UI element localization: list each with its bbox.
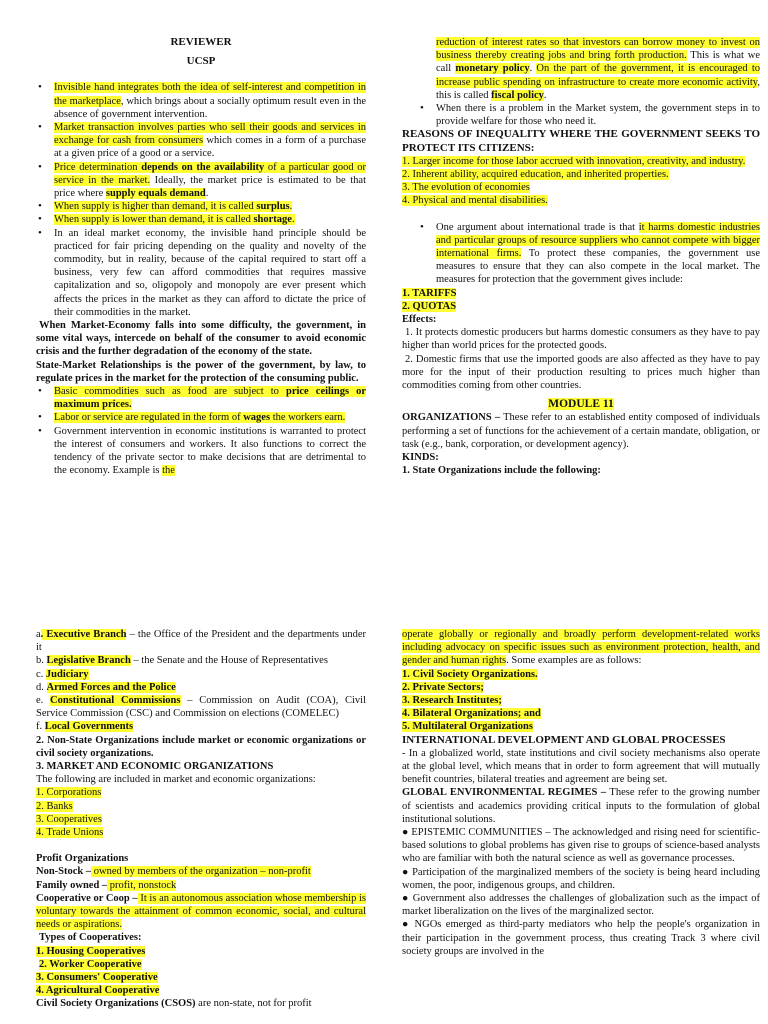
epistemic-communities: ● EPISTEMIC COMMUNITIES – The acknowledged and rising need for scientific-based solutions to global problems has given rise to groups of science-based analysts who are familiar with both the natural science as well as governance processes. <box>402 827 760 865</box>
state-org-item: e. Constitutional Commissions – Commission on Audit (COA), Civil Service Commission (CSC) and Commission on elections (COMELEC) <box>36 695 366 720</box>
state-org-item: c. Judiciary <box>36 668 89 680</box>
list-item: • Government intervention in economic institutions is warranted to protect the interest of consumers and workers. It also functions to correct the tendency of the private sector to make decisions that are detrimental to the economy. Example is the <box>36 425 366 478</box>
coop-type-item: 4. Agricultural Cooperative <box>36 985 160 997</box>
non-stock-item: Non-Stock – owned by members of the organization – non-profit <box>36 866 311 878</box>
organizations-definition: ORGANIZATIONS – These refer to an established entity composed of individuals performing a set of functions for the achievement of a certain mandate, obligation, or task (e.g., bank, corporation, or development agency). <box>402 412 761 450</box>
example-item: 1. Civil Society Organizations. <box>402 668 538 680</box>
example-item: 4. Bilateral Organizations; and <box>402 708 541 720</box>
continued-paragraph: reduction of interest rates so that investors can borrow money to invest on business thereby creating jobs and bring forth production. This is what we call monetary policy. On the part of the government, it is encouraged to increase public spending on infrastructure to create more economic activity, this is called fiscal policy. <box>436 37 761 101</box>
example-item: 5. Multilateral Organizations <box>402 721 533 733</box>
state-org-item: a. Executive Branch – the Office of the President and the departments under it <box>36 629 366 654</box>
list-item: • Invisible hand integrates both the idea of self-interest and competition in the marketplace, which brings about a socially optimum result even in the absence of government intervention. <box>36 81 366 121</box>
cooperative-definition: Cooperative or Coop – It is an autonomous association whose membership is voluntary towards the attainment of common economic, social, and cultural needs or aspirations. <box>36 892 366 931</box>
heading-reasons: REASONS OF INEQUALITY WHERE THE GOVERNMENT SEEKS TO PROTECT ITS CITIZENS: <box>402 128 760 154</box>
reason-item: 2. Inherent ability, acquired education, and inherited properties. <box>402 169 669 181</box>
cso-definition: Civil Society Organizations (CSOS) are non-state, not for profit <box>36 998 312 1010</box>
doc-title: REVIEWER <box>170 36 232 48</box>
state-org-heading: 1. State Organizations include the following: <box>402 465 601 477</box>
column-bottom-left <box>36 628 366 1011</box>
state-org-item: f. Local Governments <box>36 721 134 733</box>
example-item: 2. Private Sectors; <box>402 681 484 693</box>
kinds-label: KINDS: <box>402 452 439 464</box>
example-item: 3. Research Institutes; <box>402 695 502 707</box>
market-org-heading: 3. MARKET AND ECONOMIC ORGANIZATIONS <box>36 761 274 773</box>
bullet-list-market <box>36 81 366 319</box>
coop-type-item: 3. Consumers' Cooperative <box>36 972 158 984</box>
list-item: • When there is a problem in the Market system, the government steps in to provide welfare for those who need it. <box>418 102 760 128</box>
bullet-list-trade <box>402 221 760 287</box>
column-top-right <box>402 36 760 478</box>
ngo-text: ● NGOs emerged as third-party mediators who help the people's organization in their participation in the government process, thus creating Track 3 where civil society groups are involved in the <box>402 919 760 957</box>
non-state-heading: 2. Non-State Organizations include market or economic organizations or civil society organizations. <box>36 734 366 759</box>
module-heading: MODULE 11 <box>548 398 614 411</box>
doc-subtitle: UCSP <box>186 55 216 68</box>
effect-item: 2. Domestic firms that use the imported goods are also affected as they have to pay more for the input of their production resulting to prices much higher than commodities coming from other countries. <box>402 353 760 392</box>
market-org-item: 3. Cooperatives <box>36 813 102 825</box>
coop-type-item: 2. Worker Cooperative <box>39 958 142 970</box>
effect-item: 1. It protects domestic producers but harms domestic consumers as they have to pay higher than world prices for the protected goods. <box>402 327 760 352</box>
types-heading: Types of Cooperatives: <box>39 932 142 944</box>
coop-type-item: 1. Housing Cooperatives <box>36 945 146 957</box>
global-regimes: GLOBAL ENVIRONMENTAL REGIMES – These refer to the growing number of scientists and academics providing critical inputs to the formulation of global institutional solutions. <box>402 787 760 825</box>
paragraph-state-market: State-Market Relationships is the power of the government, by law, to regulate prices in the market for the protection of the consuming public. <box>36 359 366 384</box>
list-item: • When supply is higher than demand, it is called surplus. <box>36 200 366 213</box>
list-item: • Price determination depends on the availability of a particular good or service in the market. Ideally, the market price is estimated to be that price where supply equals demand. <box>36 161 366 201</box>
market-org-item: 1. Corporations <box>36 787 102 799</box>
international-text: - In a globalized world, state institutions and civil society mechanisms also operate at the global level, which means that in order to form agreement that will mutually benefit countries, bilateral treaties and agreement are being set. <box>402 747 760 786</box>
list-item: • Labor or service are regulated in the form of wages the workers earn. <box>36 411 366 424</box>
participation-text: ● Participation of the marginalized members of the society is being heard including women, the poor, indigenous groups, and children. <box>402 866 760 891</box>
state-org-item: b. Legislative Branch – the Senate and the House of Representatives <box>36 655 328 667</box>
list-item: • When supply is lower than demand, it is called shortage. <box>36 213 366 226</box>
bullet-list-regulation <box>36 385 366 477</box>
state-org-item: d. Armed Forces and the Police <box>36 681 176 693</box>
bullet-list-welfare <box>402 102 760 128</box>
column-top-left <box>36 36 366 478</box>
paragraph-market-economy: When Market-Economy falls into some difficulty, the government, in some vital ways, intercede on behalf of the consumer to avoid economic crisis and the further degradation of the economy of the state. <box>36 320 366 358</box>
market-org-text: The following are included in market and economic organizations: <box>36 774 316 786</box>
tariffs-label: 1. TARIFFS <box>402 287 457 299</box>
cso-continued: operate globally or regionally and broadly perform development-related works including advocacy on specific issues such as environment protection, health, and gender and human rights. Some examples are as follows: <box>402 629 760 667</box>
market-org-item: 2. Banks <box>36 800 73 812</box>
reason-item: 4. Physical and mental disabilities. <box>402 195 548 207</box>
reason-item: 1. Larger income for those labor accrued with innovation, creativity, and industry. <box>402 155 746 167</box>
column-bottom-right <box>402 628 760 958</box>
effects-label: Effects: <box>402 314 437 326</box>
list-item: • One argument about international trade is that it harms domestic industries and particular groups of resource suppliers who cannot compete with bigger international firms. To protect these companies, the government use measures to ensure that they can also compete in the local market. The measures for protection that the government gives include: <box>418 221 760 287</box>
market-org-item: 4. Trade Unions <box>36 827 104 839</box>
international-heading: INTERNATIONAL DEVELOPMENT AND GLOBAL PROCESSES <box>402 733 726 746</box>
list-item: • Market transaction involves parties who sell their goods and services in exchange for cash from consumers which comes in a form of a purchase at a given price of a good or a service. <box>36 121 366 161</box>
globalization-text: ● Government also addresses the challenges of globalization such as the impact of market liberalization on the lives of the marginalized sector. <box>402 893 760 918</box>
reason-item: 3. The evolution of economies <box>402 182 530 194</box>
quotas-label: 2. QUOTAS <box>402 300 457 312</box>
profit-heading: Profit Organizations <box>36 853 129 865</box>
list-item: • In an ideal market economy, the invisible hand principle should be practiced for fair pricing depending on the quality and novelty of the commodity, but in reality, because of the capital required to start off a business, very few can afford commodities that requires massive capitalization and so, oligopoly and monopoly are ever present which affects the prices in the market as they can afford to dictate the price of their commodities in the market. <box>36 227 366 319</box>
list-item: • Basic commodities such as food are subject to price ceilings or maximum prices. <box>36 385 366 411</box>
family-owned-item: Family owned – profit, nonstock <box>36 879 177 891</box>
